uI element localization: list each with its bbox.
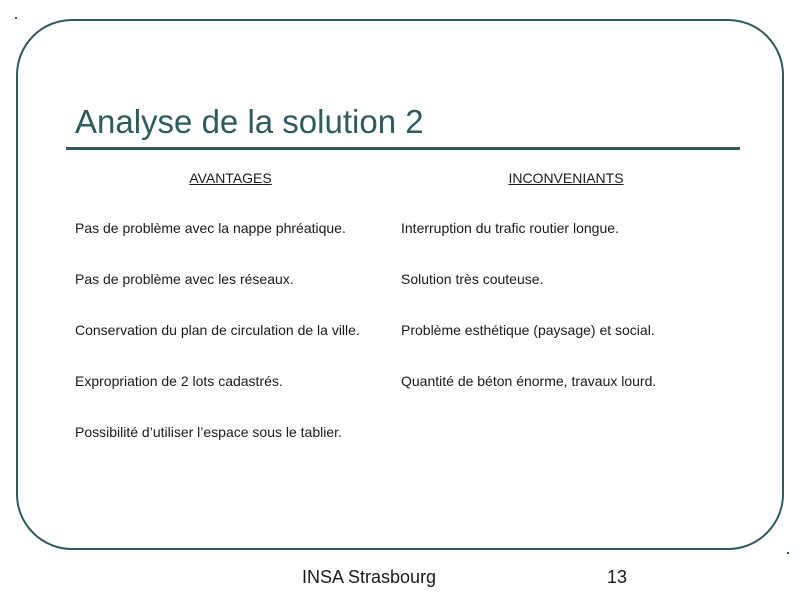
advantage-item [75, 424, 386, 475]
advantage-item [75, 271, 386, 322]
corner-dot-top-left [15, 17, 17, 19]
advantage-text: Possibilité d’utiliser l’espace sous le tablier. [75, 424, 342, 440]
advantage-text: Pas de problème avec les réseaux. [75, 271, 294, 287]
advantage-text: Expropriation de 2 lots cadastrés. [75, 373, 283, 389]
disadvantage-text: Interruption du trafic routier longue. [401, 220, 619, 236]
disadvantage-item [401, 373, 731, 424]
advantages-column [75, 170, 386, 475]
disadvantage-item [401, 271, 731, 322]
disadvantage-item [401, 220, 731, 271]
disadvantages-header: INCONVENIANTS [508, 170, 624, 186]
disadvantage-text: Problème esthétique (paysage) et social. [401, 322, 655, 338]
advantage-item [75, 220, 386, 271]
title-underline [66, 147, 740, 150]
footer-page-number: 13 [607, 567, 628, 587]
corner-dot-bottom-right [787, 552, 789, 554]
disadvantage-text: Quantité de béton énorme, travaux lourd. [401, 373, 657, 389]
advantages-header: AVANTAGES [189, 170, 272, 186]
advantage-text: Pas de problème avec la nappe phréatique. [75, 220, 346, 236]
disadvantage-text: Solution très couteuse. [401, 271, 544, 287]
advantage-item [75, 322, 386, 373]
disadvantages-column [401, 170, 731, 424]
advantage-text: Conservation du plan de circulation de la ville. [75, 322, 360, 338]
disadvantage-item [401, 322, 731, 373]
footer-institution: INSA Strasbourg [302, 567, 437, 587]
advantage-item [75, 373, 386, 424]
slide-title: Analyse de la solution 2 [75, 103, 424, 140]
